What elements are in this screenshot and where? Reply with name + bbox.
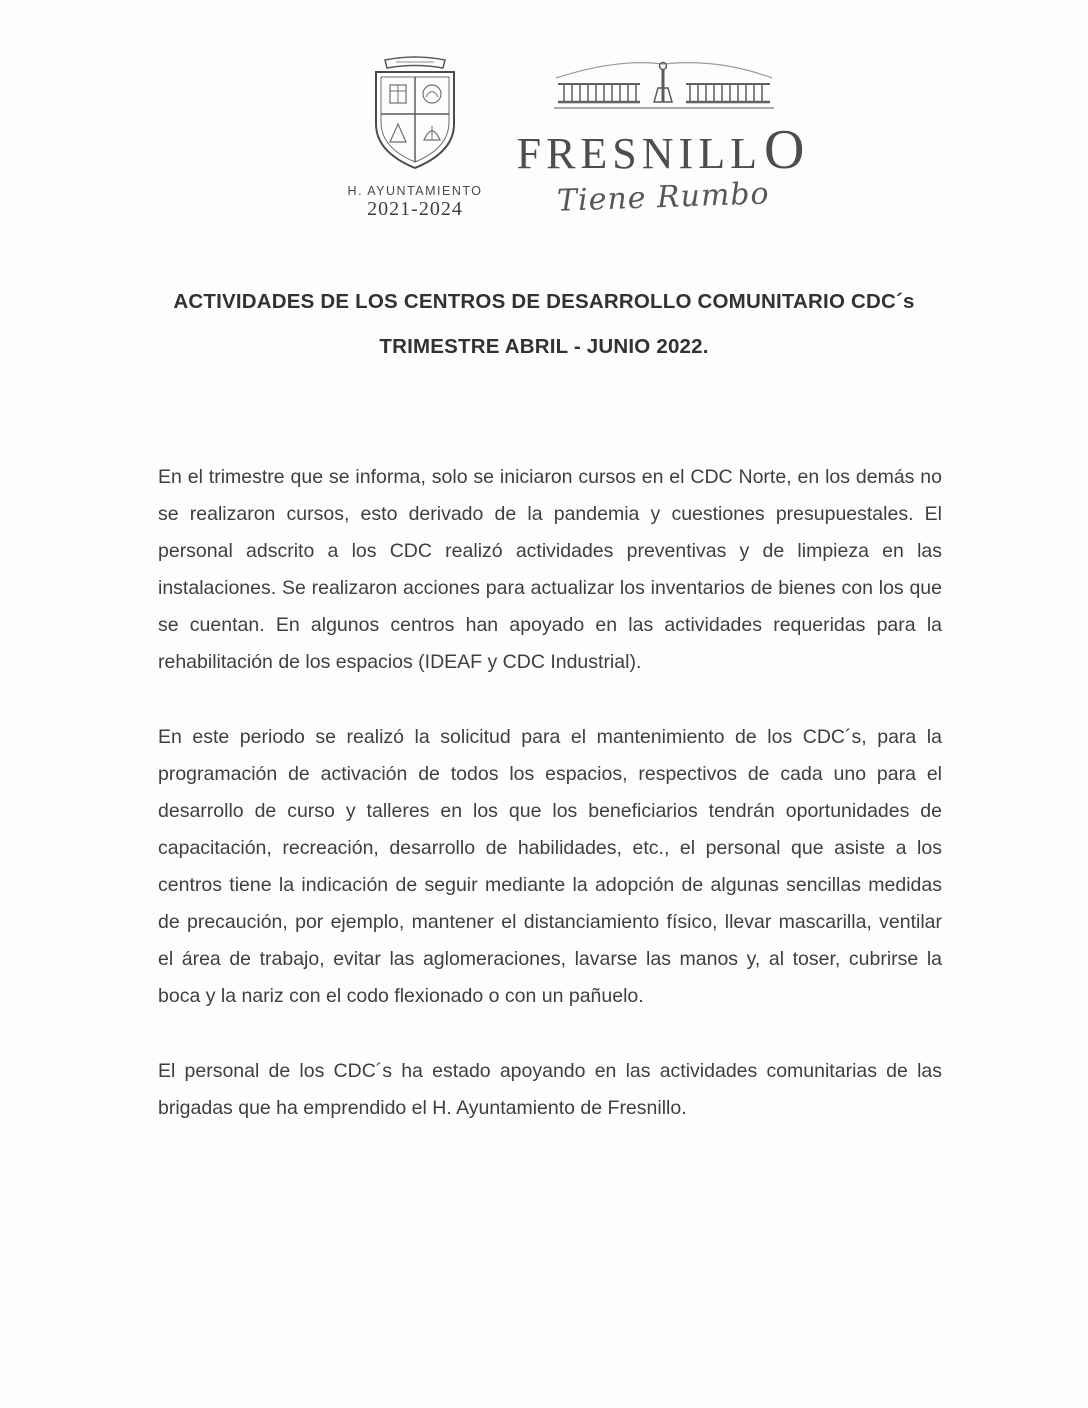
title-line-1: ACTIVIDADES DE LOS CENTROS DE DESARROLLO COMUNITARIO CDC´s [173, 290, 915, 313]
paragraph-2: En este periodo se realizó la solicitud para el mantenimiento de los CDC´s, para la programación de activación de todos los espacios, respectivos de cada uno para el desarrollo de curso y talleres en los que los beneficiarios tendrán oportunidades de capacitación, recreación, desarrollo de habilidades, etc., el personal que asiste a los centros tiene la indicación de seguir mediante la adopción de algunas sencillas medidas de precaución, por ejemplo, mantener el distanciamiento físico, llevar mascarilla, ventilar el área de trabajo, evitar las aglomeraciones, lavarse las manos y, al toser, cubrirse la boca y la nariz con el codo flexionado o con un pañuelo. [158, 726, 942, 1007]
crest-caption: H. AYUNTAMIENTO [347, 184, 483, 198]
document-title [0, 279, 1088, 369]
crest-years: 2021-2024 [367, 198, 463, 220]
title-line-2: TRIMESTRE ABRIL - JUNIO 2022. [379, 335, 709, 358]
wordmark-main: FRESNILL [516, 129, 762, 178]
paragraph-1: En el trimestre que se informa, solo se iniciaron cursos en el CDC Norte, en los demás no se realizaron cursos, esto derivado de la pandemia y cuestiones presupuestales. El personal adscrito a los CDC realizó actividades preventivas y de limpieza en las instalaciones. Se realizaron acciones para actualizar los inventarios de bienes con los que se cuentan. En algunos centros han apoyado en las actividades requeridas para la rehabilitación de los espacios (IDEAF y CDC Industrial). [158, 466, 942, 673]
fresnillo-tagline: Tiene Rumbo [556, 176, 770, 219]
coat-of-arms-icon [360, 52, 470, 180]
fresnillo-logo [516, 58, 810, 219]
wordmark-o: O [763, 119, 810, 181]
municipal-crest-logo [340, 52, 490, 221]
fresnillo-wordmark [516, 119, 810, 181]
bridge-icon [548, 58, 778, 122]
document-body [0, 369, 1088, 1127]
paragraph-3: El personal de los CDC´s ha estado apoyando en las actividades comunitarias de las brigadas que ha emprendido el H. Ayuntamiento de Fresnillo. [158, 1060, 942, 1119]
document-header [40, 0, 1088, 221]
